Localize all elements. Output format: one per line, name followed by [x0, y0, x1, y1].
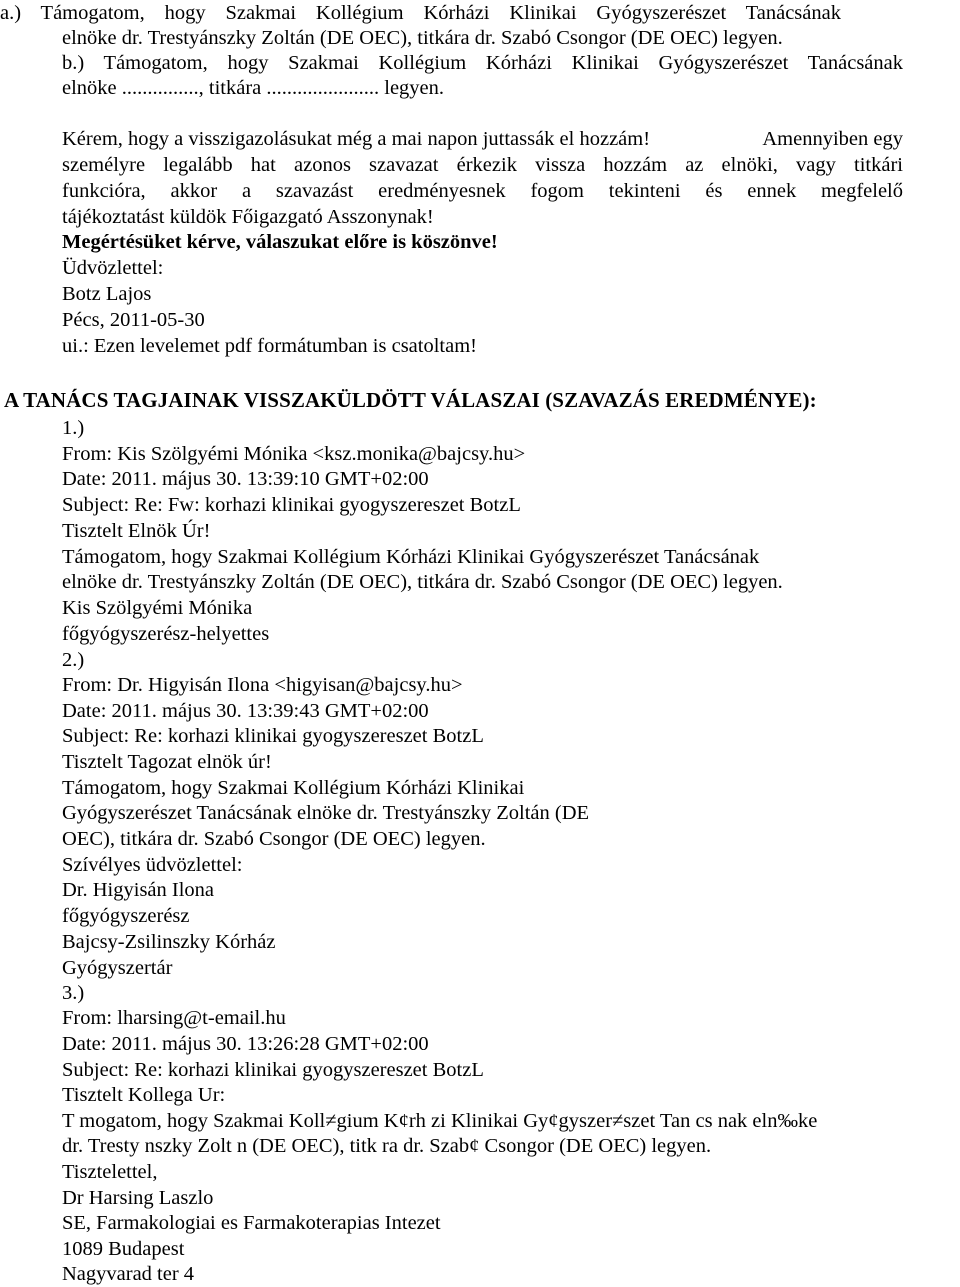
reply-3-signature-name: Dr Harsing Laszlo	[62, 1187, 214, 1209]
reply-2-signature-title: főgyógyszerész	[62, 905, 190, 927]
reply-3-signature-institute: SE, Farmakologiai es Farmakoterapias Intezet	[62, 1212, 441, 1234]
reply-2-signature-name: Dr. Higyisán Ilona	[62, 879, 215, 901]
reply-1-number: 1.)	[62, 417, 85, 439]
reply-3-from: From: lharsing@t-email.hu	[62, 1007, 286, 1029]
reply-3-date: Date: 2011. május 30. 13:26:28 GMT+02:00	[62, 1033, 429, 1055]
reply-1-salutation: Tisztelt Elnök Úr!	[62, 520, 211, 542]
reply-3-body-line-1: T mogatom, hogy Szakmai Koll≠gium K¢rh zi Klinikai Gy¢gyszer≠szet Tan cs nak eln‰ke	[62, 1110, 818, 1132]
reply-1-body-line-1: Támogatom, hogy Szakmai Kollégium Kórházi Klinikai Gyógyszerészet Tanácsának	[62, 546, 760, 568]
reply-3-signature-city: 1089 Budapest	[62, 1238, 185, 1260]
reply-2-body-line-2: Gyógyszerészet Tanácsának elnöke dr. Trestyánszky Zoltán (DE	[62, 802, 590, 824]
reply-2-salutation: Tisztelt Tagozat elnök úr!	[62, 751, 272, 773]
option-b-line-2: elnöke ..............., titkára ...................... legyen.	[62, 77, 445, 99]
reply-1-subject: Subject: Re: Fw: korhazi klinikai gyogyszereszet BotzL	[62, 494, 521, 516]
paragraph-line-4: tájékoztatást küldök Főigazgató Asszonynak!	[62, 206, 434, 228]
reply-1-date: Date: 2011. május 30. 13:39:10 GMT+02:00	[62, 468, 429, 490]
place-date: Pécs, 2011-05-30	[62, 309, 205, 331]
paragraph-line-2: személyre legalább hat azonos szavazat érkezik vissza hozzám az elnöki, vagy titkári	[62, 154, 903, 176]
reply-2-closing: Szívélyes üdvözlettel:	[62, 854, 243, 876]
postscript: ui.: Ezen levelemet pdf formátumban is csatoltam!	[62, 335, 477, 357]
reply-3-salutation: Tisztelt Kollega Ur:	[62, 1084, 226, 1106]
reply-1-from: From: Kis Szölgyémi Mónika <ksz.monika@bajcsy.hu>	[62, 443, 526, 465]
reply-1-signature-title: főgyógyszerész-helyettes	[62, 623, 270, 645]
reply-3-closing: Tisztelettel,	[62, 1161, 158, 1183]
paragraph-line-1: Amennyiben egy	[762, 128, 903, 150]
reply-2-body-line-1: Támogatom, hogy Szakmai Kollégium Kórházi Klinikai	[62, 777, 525, 799]
option-b-line-1: b.) Támogatom, hogy Szakmai Kollégium Kórházi Klinikai Gyógyszerészet Tanácsának	[62, 52, 903, 74]
option-a-line-2: elnöke dr. Trestyánszky Zoltán (DE OEC), titkára dr. Szabó Csongor (DE OEC) legyen.	[62, 27, 783, 49]
reply-2-number: 2.)	[62, 649, 85, 671]
thanks-line: Megértésüket kérve, válaszukat előre is köszönve!	[62, 231, 498, 253]
reply-1-body-line-2: elnöke dr. Trestyánszky Zoltán (DE OEC), titkára dr. Szabó Csongor (DE OEC) legyen.	[62, 571, 783, 593]
reply-3-subject: Subject: Re: korhazi klinikai gyogyszereszet BotzL	[62, 1059, 484, 1081]
reply-2-date: Date: 2011. május 30. 13:39:43 GMT+02:00	[62, 700, 429, 722]
reply-1-signature-name: Kis Szölgyémi Mónika	[62, 597, 253, 619]
signer-name: Botz Lajos	[62, 283, 152, 305]
reply-2-signature-dept: Gyógyszertár	[62, 957, 173, 979]
reply-3-signature-address: Nagyvarad ter 4	[62, 1263, 195, 1285]
reply-3-number: 3.)	[62, 982, 85, 1004]
reply-3-body-line-2: dr. Tresty nszky Zolt n (DE OEC), titk ra dr. Szab¢ Csongor (DE OEC) legyen.	[62, 1135, 712, 1157]
greeting: Üdvözlettel:	[62, 257, 164, 279]
reply-2-body-line-3: OEC), titkára dr. Szabó Csongor (DE OEC) legyen.	[62, 828, 486, 850]
reply-2-subject: Subject: Re: korhazi klinikai gyogyszereszet BotzL	[62, 725, 484, 747]
reply-2-from: From: Dr. Higyisán Ilona <higyisan@bajcsy.hu>	[62, 674, 463, 696]
request-sentence: Kérem, hogy a visszigazolásukat még a mai napon juttassák el hozzám!	[62, 128, 651, 150]
results-heading: A TANÁCS TAGJAINAK VISSZAKÜLDÖTT VÁLASZAI (SZAVAZÁS EREDMÉNYE):	[4, 388, 817, 412]
reply-2-signature-org: Bajcsy-Zsilinszky Kórház	[62, 931, 276, 953]
paragraph-line-3: funkcióra, akkor a szavazást eredményesnek fogom tekinteni és ennek megfelelő	[62, 180, 903, 202]
option-a-line-1: a.) Támogatom, hogy Szakmai Kollégium Kórházi Klinikai Gyógyszerészet Tanácsának	[0, 2, 841, 24]
